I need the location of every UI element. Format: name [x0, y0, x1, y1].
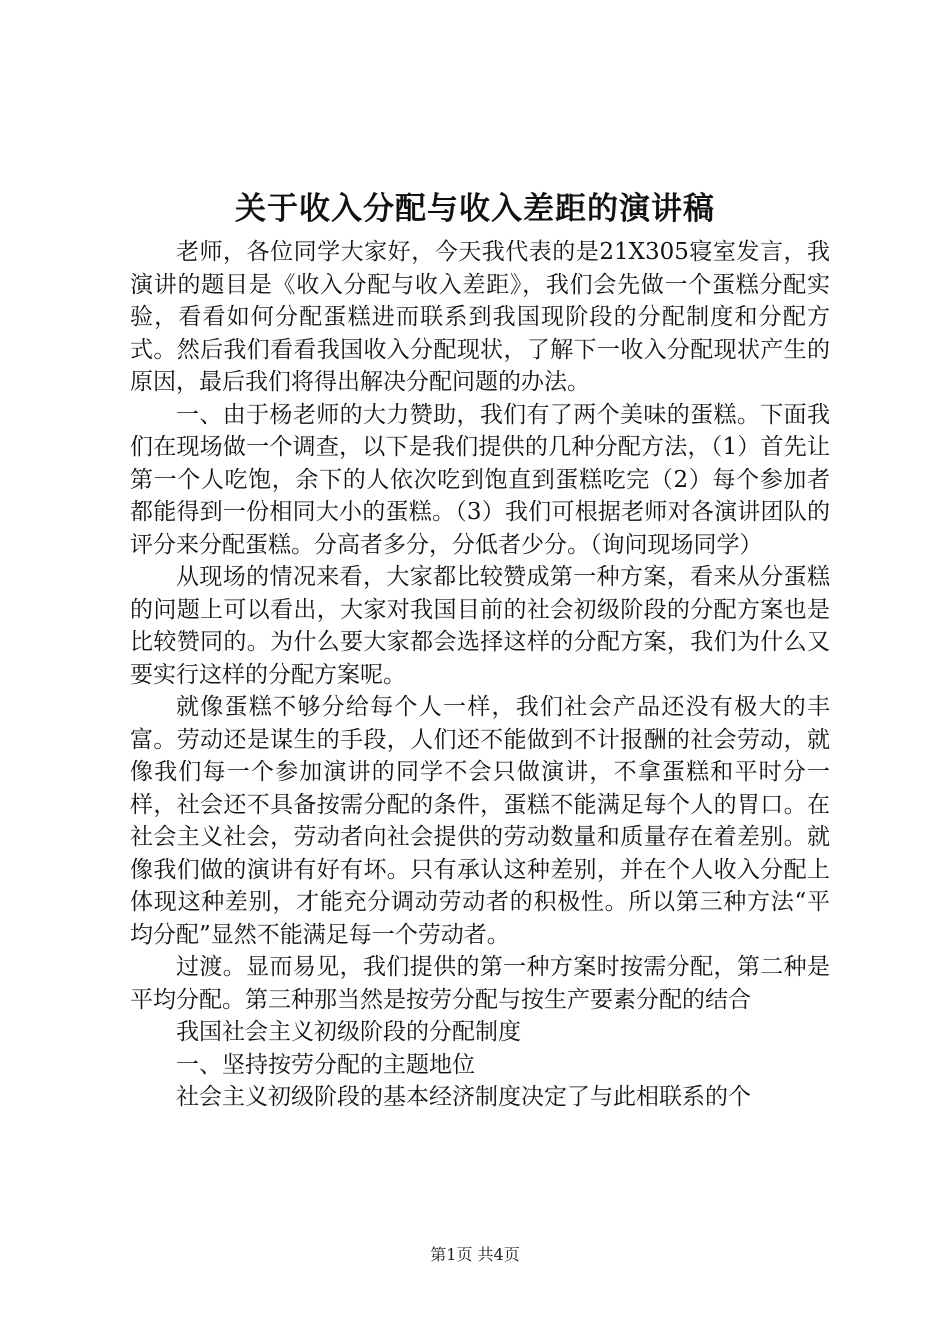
paragraph-reasoning: 就像蛋糕不够分给每个人一样，我们社会产品还没有极大的丰富。劳动还是谋生的手段，人们还不能做到不计报酬的社会劳动，就像我们每一个参加演讲的同学不会只做演讲，不拿蛋糕和平时分一样，社会还不具备按需分配的条件，蛋糕不能满足每个人的胃口。在社会主义社会，劳动者向社会提供的劳动数量和质量存在着差别。就像我们做的演讲有好有坏。只有承认这种差别，并在个人收入分配上体现这种差别，才能充分调动劳动者的积极性。所以第三种方法“平均分配”显然不能满足每一个劳动者。	[130, 694, 830, 948]
paragraph-transition: 过渡。显而易见，我们提供的第一种方案时按需分配，第二种是平均分配。第三种那当然是按劳分配与按生产要素分配的结合	[130, 954, 830, 1013]
paragraph-cake-experiment: 一、由于杨老师的大力赞助，我们有了两个美味的蛋糕。下面我们在现场做一个调查，以下是我们提供的几种分配方法，（1）首先让第一个人吃饱，余下的人依次吃到饱直到蛋糕吃完（2）每个参加者都能得到一份相同大小的蛋糕。（3）我们可根据老师对各演讲团队的评分来分配蛋糕。分高者多分，分低者少分。（询问现场同学）	[130, 401, 830, 558]
paragraph-intro: 老师，各位同学大家好，今天我代表的是21X305寝室发言，我演讲的题目是《收入分配与收入差距》，我们会先做一个蛋糕分配实验，看看如何分配蛋糕进而联系到我国现阶段的分配制度和分配方式。然后我们看看我国收入分配现状，了解下一收入分配现状产生的原因，最后我们将得出解决分配问题的办法。	[130, 239, 830, 395]
paragraph-basic-economic-system: 社会主义初级阶段的基本经济制度决定了与此相联系的个	[176, 1084, 751, 1110]
subsection-heading-labor-distribution: 一、坚持按劳分配的主题地位	[176, 1051, 475, 1078]
document-title: 关于收入分配与收入差距的演讲稿	[235, 191, 715, 227]
paragraph-survey-result: 从现场的情况来看，大家都比较赞成第一种方案，看来从分蛋糕的问题上可以看出，大家对我国目前的社会初级阶段的分配方案也是比较赞同的。为什么要大家都会选择这样的分配方案，我们为什么又要实行这样的分配方案呢。	[130, 564, 830, 688]
document-body	[130, 236, 830, 1114]
section-heading-distribution-system: 我国社会主义初级阶段的分配制度	[176, 1019, 521, 1045]
page-number-footer: 第1页 共4页	[430, 1245, 520, 1264]
